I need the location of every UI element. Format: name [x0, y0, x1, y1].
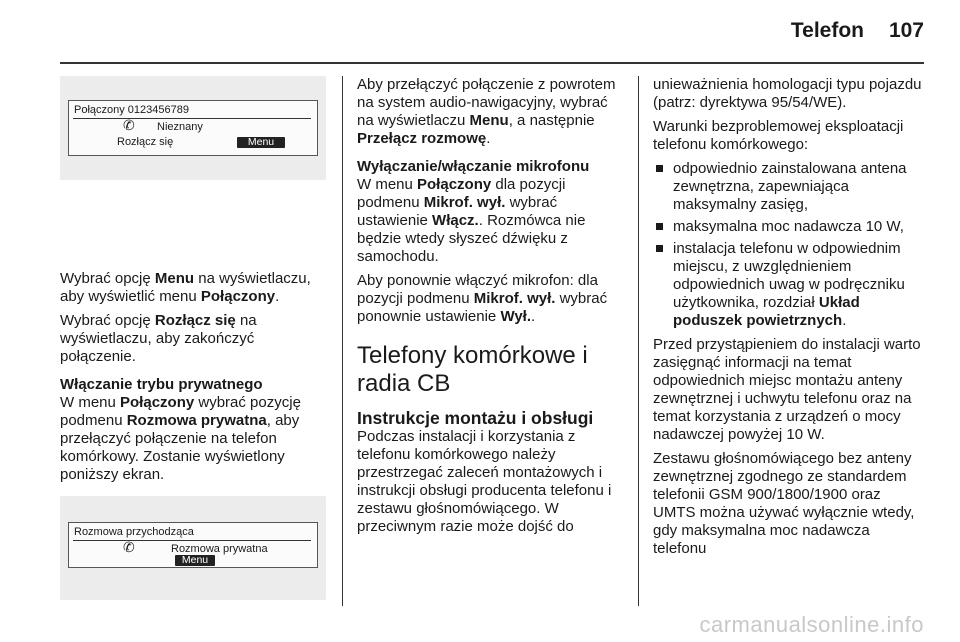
- paragraph: Podczas instalacji i korzystania z telefonu komórkowego należy przestrzegać zaleceń montażowych i instrukcji obsługi producenta telefonu i zestawu głośnomówiącego. W przeciwnym razie może dojść do: [357, 428, 612, 535]
- paragraph: W menu Połączony dla pozycji podmenu Mikrof. wył. wybrać ustawienie Włącz.. Rozmówca nie będzie wtedy słyszeć dźwięku z samochodu.: [357, 176, 586, 265]
- display-private-call-option: Rozmowa prywatna: [171, 543, 268, 555]
- page-header: [0, 0, 960, 60]
- bullet-square-icon: [656, 245, 663, 252]
- display-screen: [68, 522, 318, 568]
- display-status-line: Rozmowa przychodząca: [74, 526, 194, 538]
- section-heading: Telefony komórkowe i radia CB: [357, 342, 588, 397]
- column-divider: [342, 76, 343, 606]
- phone-handset-icon: ✆: [123, 539, 135, 555]
- display-divider: [73, 118, 311, 119]
- list-item: instalacja telefonu w odpowiednim miejscu, z uwzględnieniem odpowiednich uwag w podręczniku użytkownika, rozdział Układ poduszek powietrznych.: [653, 240, 927, 330]
- display-menu-button: Menu: [237, 137, 285, 148]
- display-caller-name: Nieznany: [157, 121, 203, 133]
- page-title: Telefon: [790, 19, 864, 42]
- subsection-heading: Instrukcje montażu i obsługi: [357, 408, 594, 428]
- paragraph: Aby przełączyć połączenie z powrotem na system audio-nawigacyjny, wybrać na wyświetlaczu Menu, a następnie Przełącz rozmowę.: [357, 76, 616, 147]
- watermark: carmanualsonline.info: [699, 612, 924, 637]
- display-divider: [73, 540, 311, 541]
- column-3: [653, 76, 927, 564]
- paragraph: W menu Połączony wybrać pozycję podmenu Rozmowa prywatna, aby przełączyć połączenie na telefon komórkowy. Zostanie wyświetlony poniższy ekran.: [60, 394, 301, 483]
- header-divider: [60, 62, 924, 64]
- subheading: Wyłączanie/włączanie mikrofonu: [357, 158, 590, 175]
- column-1: [60, 76, 326, 600]
- paragraph: unieważnienia homologacji typu pojazdu (patrz: dyrektywa 95/54/WE).: [653, 76, 922, 111]
- bullet-square-icon: [656, 223, 663, 230]
- display-illustration-connected: [60, 76, 326, 180]
- page-number: 107: [888, 19, 924, 42]
- column-2: [357, 76, 627, 542]
- phone-handset-icon: ✆: [123, 117, 135, 133]
- display-illustration-incoming: [60, 496, 326, 600]
- display-screen: [68, 100, 318, 156]
- display-menu-button: Menu: [175, 555, 215, 566]
- paragraph: Aby ponownie włączyć mikrofon: dla pozycji podmenu Mikrof. wył. wybrać ponownie ustawienie Wył..: [357, 272, 608, 325]
- paragraph: Wybrać opcję Menu na wyświetlaczu, aby wyświetlić menu Połączony.: [60, 270, 311, 305]
- subheading: Włączanie trybu prywatnego: [60, 376, 263, 393]
- paragraph: Zestawu głośnomówiącego bez anteny zewnętrznej zgodnego ze standardem telefonii GSM 900/1800/1900 oraz UMTS można używać wyłącznie wtedy, gdy maksymalna moc nadawcza telefonu: [653, 450, 915, 557]
- list-item: odpowiednio zainstalowana antena zewnętrzna, zapewniająca maksymalny zasięg,: [653, 160, 927, 214]
- bullet-square-icon: [656, 165, 663, 172]
- requirements-list: [653, 160, 927, 330]
- paragraph: Przed przystąpieniem do instalacji warto zasięgnąć informacji na temat odpowiednich miejsc montażu anteny zewnętrznej i uchwytu telefonu oraz na temat korzystania z urządzeń o mocy nadawczej powyżej 10 W.: [653, 336, 921, 443]
- paragraph: Warunki bezproblemowej eksploatacji telefonu komórkowego:: [653, 118, 904, 153]
- display-hangup-option: Rozłącz się: [117, 136, 174, 148]
- column-divider: [638, 76, 639, 606]
- list-item: maksymalna moc nadawcza 10 W,: [653, 218, 927, 236]
- display-status-line: Połączony 0123456789: [74, 104, 189, 116]
- paragraph: Wybrać opcję Rozłącz się na wyświetlaczu, aby zakończyć połączenie.: [60, 312, 257, 365]
